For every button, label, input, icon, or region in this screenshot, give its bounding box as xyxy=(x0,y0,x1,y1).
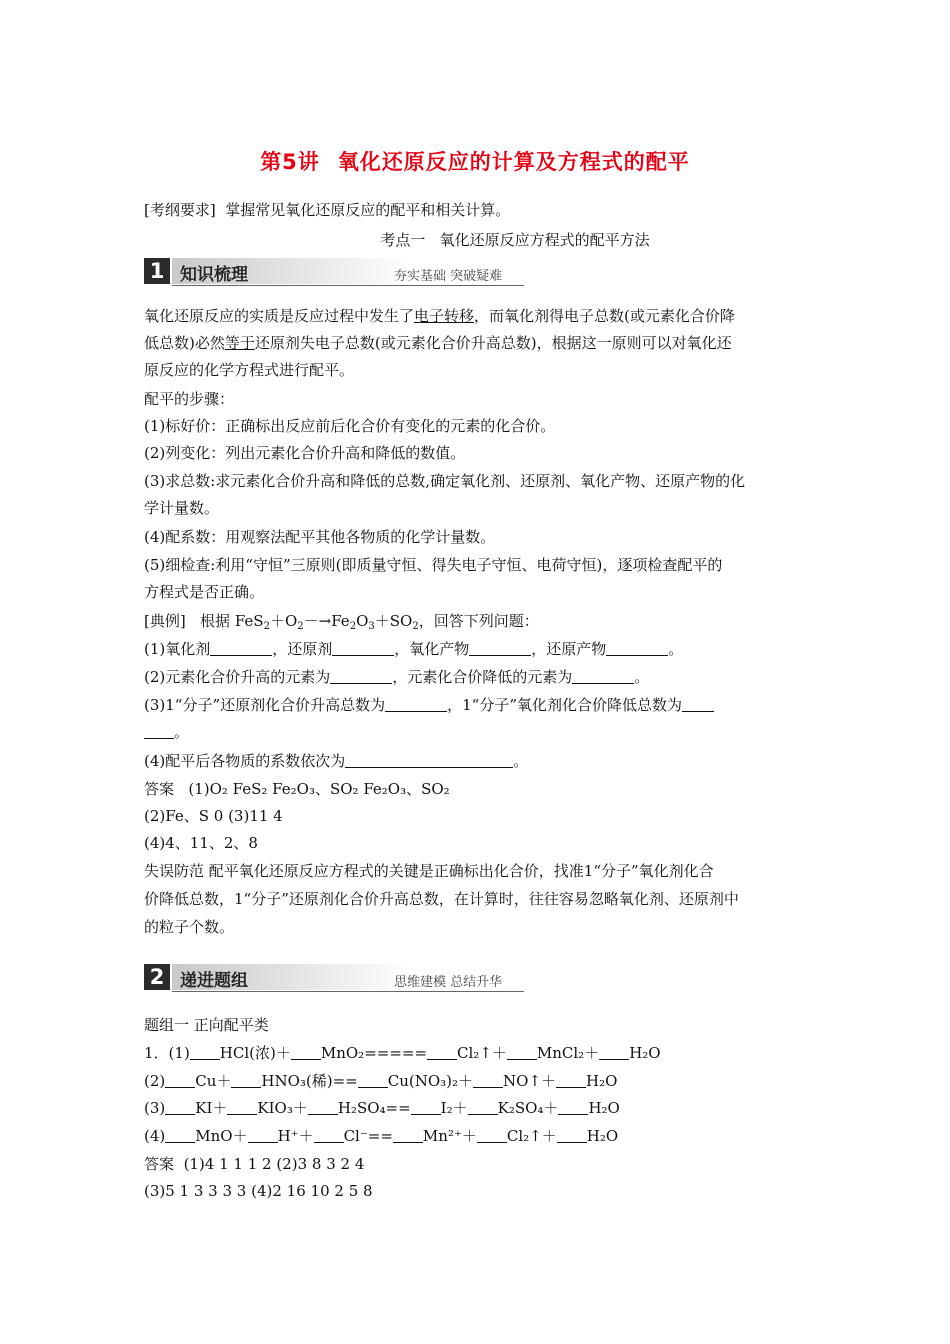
equation-3: (3) KI＋ KIO₃＋ H₂SO₄== I₂＋ K₂SO₄＋ H₂O xyxy=(144,1099,620,1117)
step-5a: (5)细检查:利用“守恒”三原则(即质量守恒、得失电子守恒、电荷守恒)，逐项检查配平的 xyxy=(144,556,723,574)
group-title: 题组一 正向配平类 xyxy=(144,1016,269,1034)
step-3a: (3)求总数:求元素化合价升高和降低的总数,确定氧化剂、还原剂、氧化产物、还原产物的化 xyxy=(144,472,746,490)
step-3b: 学计量数。 xyxy=(144,499,220,517)
banner-number: 2 xyxy=(144,964,170,990)
equation-4: (4) MnO＋ H⁺＋ Cl⁻== Mn²⁺＋ Cl₂↑＋ H₂O xyxy=(144,1127,619,1145)
topic-label: 考点一 xyxy=(380,231,426,249)
banner-title: 递进题组 xyxy=(180,971,248,991)
lecture-number: 第5讲 xyxy=(260,150,320,174)
answer-1-line-3: (4)4、11、2、8 xyxy=(144,834,258,852)
step-1: (1)标好价：正确标出反应前后化合价有变化的元素的化合价。 xyxy=(144,417,556,435)
pitfall-line-1: 失误防范 配平氧化还原反应方程式的关键是正确标出化合价，找准1“分子”氧化剂化合 xyxy=(144,862,714,880)
underlined-term: 等于 xyxy=(224,334,255,352)
banner-tagline: 思维建模 总结升华 xyxy=(394,975,503,990)
example-question-3a: (3)1“分子”还原剂化合价升高总数为 ，1“分子”氧化剂化合价降低总数为 xyxy=(144,695,714,715)
steps-heading: 配平的步骤： xyxy=(144,390,235,408)
banner-rule xyxy=(172,991,524,992)
intro-line-2: 低总数)必然等于还原剂失电子总数(或元素化合价升高总数)，根据这一原则可以对氧化还 xyxy=(144,334,732,352)
example-question-3b: 。 xyxy=(144,722,189,742)
equation-1: 1．(1) HCl(浓)＋ MnO₂===== Cl₂↑＋ MnCl₂＋ H₂O xyxy=(144,1044,661,1062)
step-5b: 方程式是否正确。 xyxy=(144,583,265,601)
section-banner-practice xyxy=(144,962,524,992)
banner-number: 1 xyxy=(144,258,170,284)
underlined-term: 电子转移 xyxy=(414,307,475,325)
answer-1-line-1: 答案 (1)O₂ FeS₂ Fe₂O₃、SO₂ Fe₂O₃、SO₂ xyxy=(144,780,450,798)
equation-2: (2) Cu＋ HNO₃(稀)== Cu(NO₃)₂＋ NO↑＋ H₂O xyxy=(144,1072,618,1090)
intro-line-1: 氧化还原反应的实质是反应过程中发生了电子转移，而氧化剂得电子总数(或元素化合价降 xyxy=(144,307,735,325)
outline-label: [考纲要求] xyxy=(144,201,216,219)
lecture-name: 氧化还原反应的计算及方程式的配平 xyxy=(337,150,690,174)
step-2: (2)列变化：列出元素化合价升高和降低的数值。 xyxy=(144,444,466,462)
example-question-2: (2)元素化合价升高的元素为 ，元素化合价降低的元素为 。 xyxy=(144,668,650,686)
answer-2-line-1: 答案 (1)4 1 1 1 2 (2)3 8 3 2 4 xyxy=(144,1155,365,1173)
page-title xyxy=(0,146,950,176)
pitfall-line-3: 的粒子个数。 xyxy=(144,918,235,936)
pitfall-line-2: 价降低总数，1“分子”还原剂化合价升高总数，在计算时，往往容易忽略氧化剂、还原剂中 xyxy=(144,890,739,908)
step-4: (4)配系数：用观察法配平其他各物质的化学计量数。 xyxy=(144,528,496,546)
example-question-4: (4)配平后各物质的系数依次为 。 xyxy=(144,752,529,770)
outline-text: 掌握常见氧化还原反应的配平和相关计算。 xyxy=(225,201,511,219)
answer-2-line-2: (3)5 1 3 3 3 3 (4)2 16 10 2 5 8 xyxy=(144,1182,373,1200)
section-banner-knowledge xyxy=(144,256,524,286)
outline-requirement xyxy=(144,200,510,220)
answer-1-line-2: (2)Fe、S 0 (3)11 4 xyxy=(144,807,283,825)
example-question-1: (1)氧化剂 ，还原剂 ，氧化产物 ，还原产物 。 xyxy=(144,640,684,658)
banner-rule xyxy=(172,285,524,286)
topic-heading xyxy=(0,229,950,250)
intro-line-3: 原反应的化学方程式进行配平。 xyxy=(144,361,355,379)
example-intro: [典例] 根据 $FeS_2+O_2-\to Fe_2O_3+SO_2$，回答下列问题： xyxy=(144,612,539,632)
topic-name: 氧化还原反应方程式的配平方法 xyxy=(439,231,650,249)
banner-tagline: 夯实基础 突破疑难 xyxy=(394,269,503,284)
banner-title: 知识梳理 xyxy=(180,265,248,285)
